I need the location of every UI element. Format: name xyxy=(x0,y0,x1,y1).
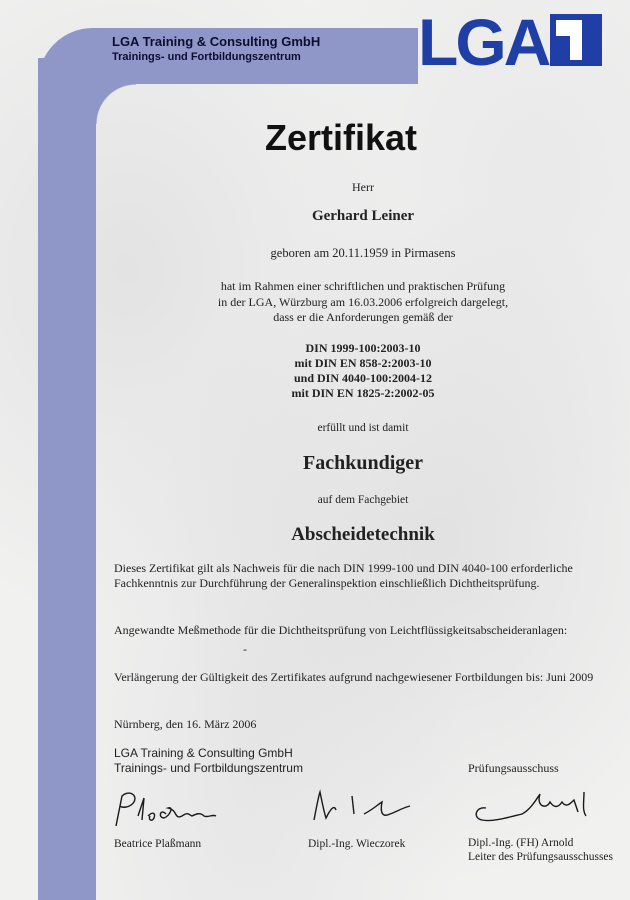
lga-logo xyxy=(416,10,616,70)
committee-label: Prüfungsausschuss xyxy=(468,761,559,775)
statement xyxy=(96,279,630,326)
holder-name: Gerhard Leiner xyxy=(311,208,415,224)
standards-list xyxy=(96,341,630,401)
qualification-role: Fachkundiger xyxy=(302,452,424,474)
validity-text: Dieses Zertifikat gilt als Nachweis für die nach DIN 1999-100 und DIN 4040-100 erforderliche Fachkenntnis zur Durchführung der Generalinspektion einschließlich Dichtheitsprüfung. xyxy=(114,561,573,590)
method-label: Angewandte Meßmethode für die Dichtheitsprüfung von Leichtflüssigkeitsabscheideranlagen: xyxy=(114,623,568,637)
method-value: - xyxy=(243,642,247,656)
signatory-3-role: Leiter des Prüfungsausschusses xyxy=(468,851,614,863)
header-subtitle: Trainings- und Fortbildungszentrum xyxy=(112,51,301,63)
certificate-title: Zertifikat xyxy=(264,117,418,158)
subject-area: Abscheidetechnik xyxy=(291,524,435,545)
standard-item: und DIN 4040-100:2004-12 xyxy=(293,371,432,385)
standard-item: DIN 1999-100:2003-10 xyxy=(305,341,421,355)
statement-line: hat im Rahmen einer schriftlichen und praktischen Prüfung xyxy=(220,279,506,293)
signature-1 xyxy=(108,786,228,834)
signatory-3-name: Dipl.-Ing. (FH) Arnold xyxy=(468,837,574,849)
footer-company-block xyxy=(114,746,303,776)
header-company: LGA Training & Consulting GmbH xyxy=(112,34,321,49)
place-date: Nürnberg, den 16. März 2006 xyxy=(114,717,257,731)
area-intro: auf dem Fachgebiet xyxy=(317,494,409,506)
standard-item: mit DIN EN 1825-2:2002-05 xyxy=(291,386,435,400)
footer-company: LGA Training & Consulting GmbH xyxy=(114,746,293,760)
signatory-1-name: Beatrice Plaßmann xyxy=(114,838,202,850)
footer-subtitle: Trainings- und Fortbildungszentrum xyxy=(114,761,303,775)
fulfills-text: erfüllt und ist damit xyxy=(317,422,409,434)
statement-line: dass er die Anforderungen gemäß der xyxy=(273,310,453,324)
signatory-2-name: Dipl.-Ing. Wieczorek xyxy=(308,838,406,850)
standard-item: mit DIN EN 858-2:2003-10 xyxy=(294,356,432,370)
signature-3 xyxy=(466,782,606,832)
lga-logo-text: LGA xyxy=(418,10,549,70)
signature-2 xyxy=(306,784,426,832)
side-band xyxy=(38,58,96,900)
signatory-3-block xyxy=(468,836,613,864)
salutation: Herr xyxy=(352,180,374,194)
birth-line: geboren am 20.11.1959 in Pirmasens xyxy=(270,246,456,260)
statement-line: in der LGA, Würzburg am 16.03.2006 erfolgreich dargelegt, xyxy=(217,294,509,309)
extension-text: Verlängerung der Gültigkeit des Zertifikates aufgrund nachgewiesener Fortbildungen bis: Juni 2009 xyxy=(114,670,594,684)
